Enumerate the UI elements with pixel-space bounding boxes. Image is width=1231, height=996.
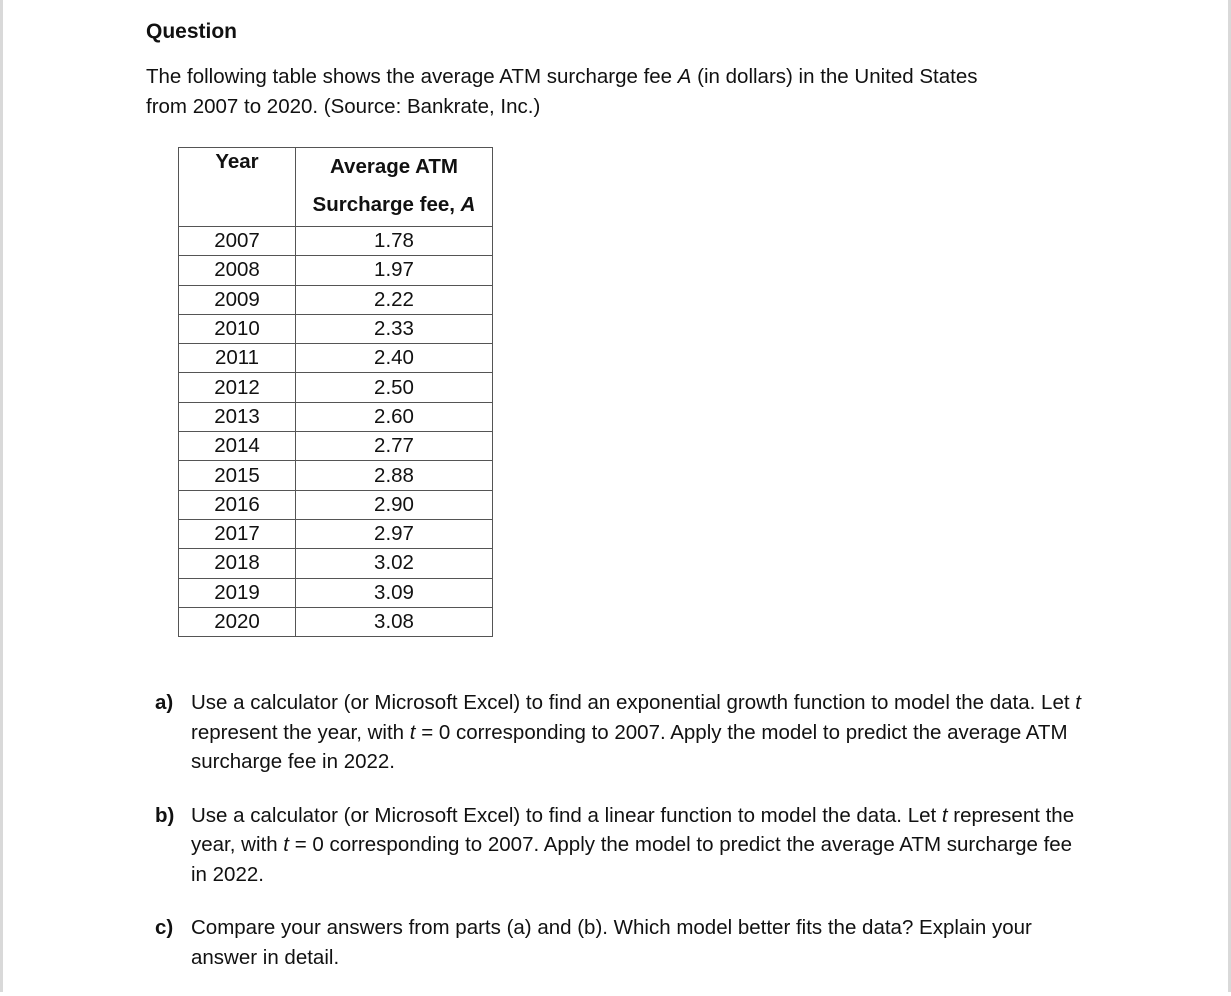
fee-header-line1: Average ATM — [330, 155, 458, 178]
fee-header-var: A — [460, 193, 476, 216]
part-b-text-3: = 0 corresponding to 2007. Apply the model to predict the average ATM surcharge fee in 2022. — [191, 833, 1073, 886]
part-a-text — [191, 688, 1085, 777]
table-row — [179, 344, 493, 373]
table-row — [179, 578, 493, 607]
fee-cell: 2.50 — [296, 373, 493, 402]
intro-paragraph — [146, 62, 1086, 122]
part-b-text-2: represent the year, with — [191, 803, 1075, 856]
part-a-text-1: Use a calculator (or Microsoft Excel) to find an exponential growth function to model the data. Let — [191, 691, 1076, 714]
question-parts — [155, 688, 1085, 996]
part-c-text: Compare your answers from parts (a) and (b). Which model better fits the data? Explain your answer in detail. — [191, 916, 1032, 969]
year-cell: 2015 — [179, 461, 296, 490]
fee-cell: 3.02 — [296, 549, 493, 578]
part-b-var-t1: t — [941, 803, 948, 827]
table-row — [179, 549, 493, 578]
year-cell: 2019 — [179, 578, 296, 607]
part-a-label: a) — [155, 691, 174, 714]
part-b-text-1: Use a calculator (or Microsoft Excel) to find a linear function to model the data. Let — [191, 803, 942, 827]
fee-cell: 2.60 — [296, 402, 493, 431]
fee-column-header — [296, 148, 493, 227]
part-a-var-t2: t — [409, 720, 416, 744]
part-b-label: b) — [155, 803, 175, 827]
part-b — [155, 801, 1085, 890]
table-row — [179, 607, 493, 636]
year-cell: 2008 — [179, 256, 296, 285]
table-row — [179, 432, 493, 461]
fee-cell: 2.77 — [296, 432, 493, 461]
fee-cell: 2.33 — [296, 314, 493, 343]
part-c-label: c) — [155, 916, 174, 939]
part-b-var-t2: t — [283, 833, 289, 856]
year-cell: 2013 — [179, 402, 296, 431]
year-cell: 2011 — [179, 344, 296, 373]
fee-header-line2 — [296, 186, 492, 224]
page-edge-left — [0, 0, 3, 992]
year-cell: 2017 — [179, 519, 296, 548]
year-cell: 2007 — [179, 227, 296, 256]
part-a-text-3: = 0 corresponding to 2007. Apply the model to predict the average ATM surcharge fee in 2022. — [191, 720, 1068, 773]
table-body — [179, 227, 493, 637]
year-cell: 2009 — [179, 285, 296, 314]
fee-cell: 1.97 — [296, 256, 493, 285]
fee-cell: 2.88 — [296, 461, 493, 490]
fee-cell: 3.09 — [296, 578, 493, 607]
year-cell: 2014 — [179, 432, 296, 461]
atm-fee-table — [178, 147, 493, 637]
intro-text-1: The following table shows the average ATM surcharge fee — [146, 65, 678, 88]
part-a-text-2: represent the year, with — [191, 720, 410, 744]
table-row — [179, 402, 493, 431]
table-row — [179, 256, 493, 285]
fee-cell: 2.22 — [296, 285, 493, 314]
table-row — [179, 519, 493, 548]
fee-cell: 2.40 — [296, 344, 493, 373]
table-header-row — [179, 148, 493, 227]
year-column-header: Year — [179, 148, 296, 227]
intro-text-2: (in dollars) in the United States — [691, 65, 978, 88]
year-cell: 2012 — [179, 373, 296, 402]
intro-var-a: A — [677, 65, 692, 88]
fee-cell: 3.08 — [296, 607, 493, 636]
fee-header-text: Surcharge fee, — [312, 193, 461, 216]
table-row — [179, 373, 493, 402]
table-row — [179, 490, 493, 519]
part-a — [155, 688, 1085, 777]
intro-text-3: from 2007 to 2020. (Source: Bankrate, Inc.) — [146, 95, 541, 118]
part-a-var-t1: t — [1075, 691, 1081, 714]
table-row — [179, 285, 493, 314]
table-row — [179, 227, 493, 256]
table-row — [179, 314, 493, 343]
question-heading: Question — [146, 20, 238, 43]
year-cell: 2016 — [179, 490, 296, 519]
part-b-text — [191, 801, 1085, 890]
part-c — [155, 913, 1085, 972]
fee-cell: 2.97 — [296, 519, 493, 548]
year-cell: 2010 — [179, 314, 296, 343]
fee-cell: 2.90 — [296, 490, 493, 519]
fee-cell: 1.78 — [296, 227, 493, 256]
year-cell: 2018 — [179, 549, 296, 578]
year-cell: 2020 — [179, 607, 296, 636]
table-row — [179, 461, 493, 490]
